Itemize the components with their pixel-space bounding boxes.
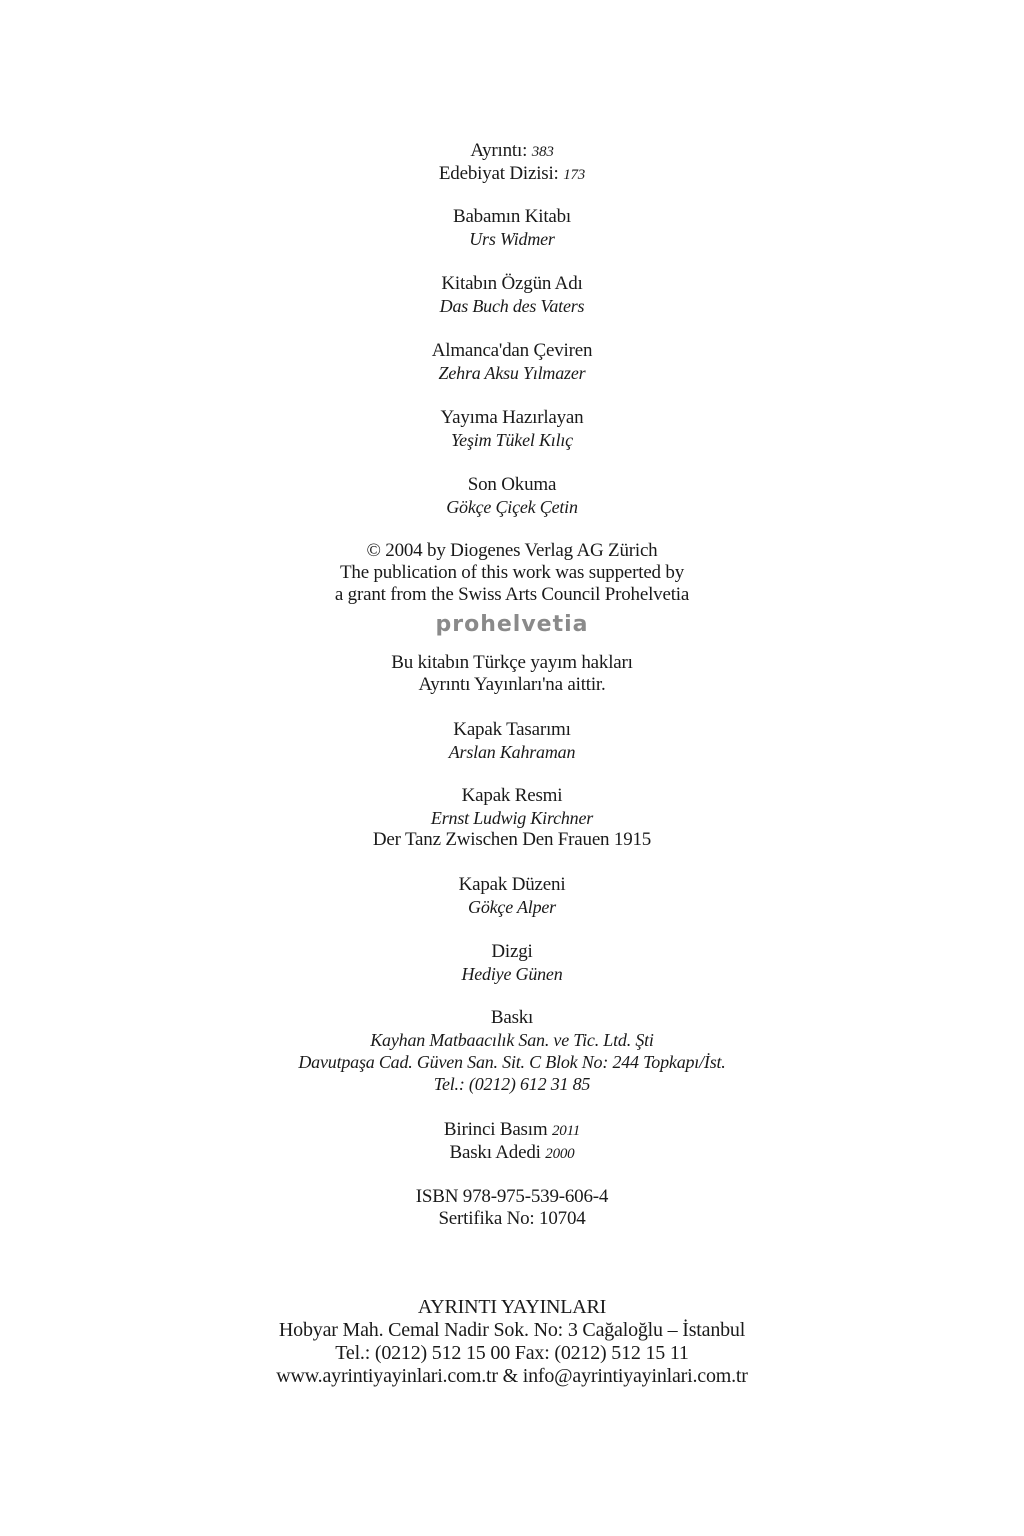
rights-line-1: Bu kitabın Türkçe yayım hakları [391, 652, 633, 673]
cover-design-label: Kapak Tasarımı [453, 719, 571, 740]
editor-name: Yeşim Tükel Kılıç [451, 430, 573, 450]
print-run-label: Baskı Adedi [449, 1142, 541, 1163]
series-dizi-label: Edebiyat Dizisi: [438, 163, 559, 184]
original-title-block [0, 273, 1024, 317]
first-edition [0, 1119, 1024, 1142]
grant-line-2: a grant from the Swiss Arts Council Prohelvetia [334, 584, 690, 605]
editor-label: Yayıma Hazırlayan [440, 407, 584, 428]
printing-phone: Tel.: (0212) 612 31 85 [433, 1074, 591, 1094]
printing-company: Kayhan Matbaacılık San. ve Tic. Ltd. Şti [370, 1030, 654, 1050]
copyright-block [0, 540, 1024, 638]
cover-image-block [0, 785, 1024, 851]
original-title-label: Kitabın Özgün Adı [441, 273, 583, 294]
series-dizi-number: 173 [563, 167, 586, 183]
cover-layout-block [0, 874, 1024, 918]
series-block [0, 140, 1024, 186]
typesetting-block [0, 941, 1024, 985]
ids-block [0, 1186, 1024, 1230]
printing-label: Baskı [490, 1007, 534, 1028]
rights-block [0, 652, 1024, 696]
translator-name: Zehra Aksu Yılmazer [438, 363, 586, 383]
publisher-web: www.ayrintiyayinlari.com.tr & info@ayrintiyayinlari.com.tr [276, 1365, 748, 1387]
cover-layout-label: Kapak Düzeni [458, 874, 566, 895]
series-ayrinti-number: 383 [531, 144, 554, 160]
print-run [0, 1142, 1024, 1165]
cover-image-label: Kapak Resmi [461, 785, 563, 806]
editor-block [0, 407, 1024, 451]
publisher-address: Hobyar Mah. Cemal Nadir Sok. No: 3 Cağaloğlu – İstanbul [278, 1319, 746, 1341]
translator-label: Almanca'dan Çeviren [431, 340, 593, 361]
proofreading-name: Gökçe Çiçek Çetin [446, 497, 578, 517]
print-run-value: 2000 [545, 1146, 575, 1162]
translator-block [0, 340, 1024, 384]
book-author: Urs Widmer [469, 229, 555, 249]
copyright-line: © 2004 by Diogenes Verlag AG Zürich [366, 540, 658, 561]
typesetting-label: Dizgi [491, 941, 533, 962]
printing-block [0, 1007, 1024, 1095]
cover-design-name: Arslan Kahraman [448, 742, 576, 762]
cover-layout-name: Gökçe Alper [468, 897, 556, 917]
rights-line-2: Ayrıntı Yayınları'na aittir. [418, 674, 606, 695]
series-ayrinti [0, 140, 1024, 163]
grant-line-1: The publication of this work was supperted by [339, 562, 684, 583]
book-block [0, 206, 1024, 250]
certificate-number: Sertifika No: 10704 [438, 1208, 586, 1229]
typesetting-name: Hediye Günen [461, 964, 563, 984]
first-edition-label: Birinci Basım [443, 1119, 548, 1140]
edition-block [0, 1119, 1024, 1165]
proofreading-label: Son Okuma [467, 474, 557, 495]
publisher-name: AYRINTI YAYINLARI [417, 1296, 607, 1318]
prohelvetia-logo: prohelvetia [435, 612, 589, 637]
publisher-phone: Tel.: (0212) 512 15 00 Fax: (0212) 512 15 11 [335, 1342, 689, 1364]
series-ayrinti-label: Ayrıntı: [470, 140, 528, 161]
isbn: ISBN 978-975-539-606-4 [415, 1186, 609, 1207]
cover-image-artist: Ernst Ludwig Kirchner [430, 808, 594, 828]
proofreading-block [0, 474, 1024, 518]
original-title-value: Das Buch des Vaters [439, 296, 585, 316]
series-dizi [0, 163, 1024, 186]
first-edition-year: 2011 [551, 1123, 581, 1139]
cover-design-block [0, 719, 1024, 763]
book-title: Babamın Kitabı [452, 206, 572, 227]
printing-address: Davutpaşa Cad. Güven San. Sit. C Blok No: 244 Topkapı/İst. [298, 1052, 726, 1072]
publisher-block [0, 1296, 1024, 1388]
cover-image-work: Der Tanz Zwischen Den Frauen 1915 [372, 829, 652, 850]
